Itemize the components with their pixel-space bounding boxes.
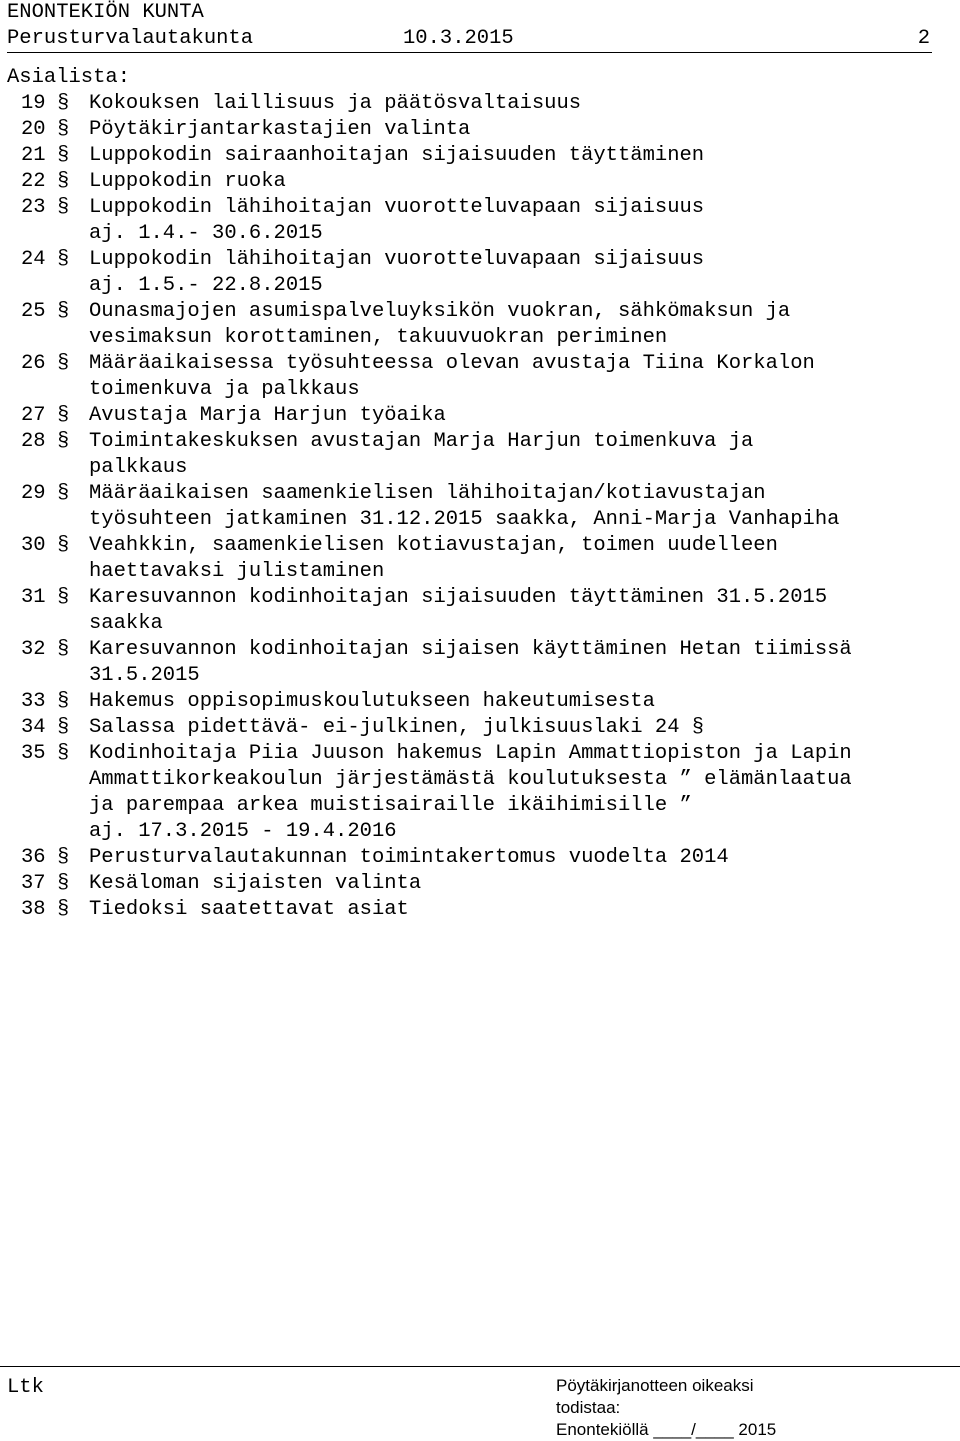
page-number: 2	[917, 27, 930, 50]
agenda-item-title: Karesuvannon kodinhoitajan sijaisen käyttäminen Hetan tiimissä	[89, 638, 852, 661]
agenda-item	[7, 195, 952, 247]
agenda-item	[7, 429, 952, 481]
agenda-item-title: Toimintakeskuksen avustajan Marja Harjun toimenkuva ja	[89, 430, 754, 453]
agenda-item	[7, 169, 952, 195]
section-sign-icon: §	[57, 482, 70, 505]
agenda-item-title: Luppokodin ruoka	[89, 170, 286, 193]
agenda-item	[7, 689, 952, 715]
section-sign-icon: §	[57, 846, 70, 869]
agenda-item-title: Luppokodin lähihoitajan vuorotteluvapaan sijaisuus	[89, 248, 705, 271]
agenda-item-continuation: aj. 1.4.- 30.6.2015	[89, 222, 323, 245]
agenda-item-number: 21	[21, 144, 46, 167]
agenda-item-number: 37	[21, 872, 46, 895]
section-sign-icon: §	[57, 534, 70, 557]
agenda-item	[7, 533, 952, 585]
section-sign-icon: §	[57, 118, 70, 141]
agenda-list	[7, 91, 952, 923]
agenda-item-title: Kesäloman sijaisten valinta	[89, 872, 422, 895]
agenda-item-number: 22	[21, 170, 46, 193]
agenda-item	[7, 845, 952, 871]
document-header	[7, 0, 932, 53]
agenda-item	[7, 351, 952, 403]
agenda-item	[7, 897, 952, 923]
agenda-title: Asialista:	[7, 66, 131, 89]
section-sign-icon: §	[57, 248, 70, 271]
agenda-item-title: Luppokodin lähihoitajan vuorotteluvapaan sijaisuus	[89, 196, 705, 219]
section-sign-icon: §	[57, 872, 70, 895]
agenda-item-number: 33	[21, 690, 46, 713]
agenda-item-title: Ounasmajojen asumispalveluyksikön vuokran, sähkömaksun ja	[89, 300, 791, 323]
section-sign-icon: §	[57, 898, 70, 921]
certification-block	[556, 1375, 776, 1441]
certification-line-1: Pöytäkirjanotteen oikeaksi	[556, 1376, 754, 1395]
agenda-item-number: 29	[21, 482, 46, 505]
agenda-item-continuation: vesimaksun korottaminen, takuuvuokran periminen	[89, 326, 668, 349]
certification-line-2: todistaa:	[556, 1398, 621, 1417]
agenda-item	[7, 143, 952, 169]
agenda-item-number: 24	[21, 248, 46, 271]
agenda-item-continuation: 31.5.2015	[89, 664, 200, 687]
document-footer	[0, 1366, 960, 1439]
agenda-item-continuation: työsuhteen jatkaminen 31.12.2015 saakka, Anni-Marja Vanhapiha	[89, 508, 840, 531]
section-sign-icon: §	[57, 716, 70, 739]
agenda-item-title: Hakemus oppisopimuskoulutukseen hakeutumisesta	[89, 690, 655, 713]
agenda-item	[7, 91, 952, 117]
agenda-item-continuation: haettavaksi julistaminen	[89, 560, 385, 583]
agenda-item	[7, 247, 952, 299]
agenda-item-title: Avustaja Marja Harjun työaika	[89, 404, 446, 427]
agenda-item-number: 19	[21, 92, 46, 115]
agenda-item	[7, 403, 952, 429]
agenda-item	[7, 299, 952, 351]
footer-ltk: Ltk	[7, 1376, 44, 1399]
agenda-item	[7, 117, 952, 143]
agenda-item-number: 20	[21, 118, 46, 141]
section-sign-icon: §	[57, 742, 70, 765]
agenda-item-number: 26	[21, 352, 46, 375]
agenda-item-continuation: aj. 17.3.2015 - 19.4.2016	[89, 820, 397, 843]
agenda-item	[7, 637, 952, 689]
agenda-item-continuation: aj. 1.5.- 22.8.2015	[89, 274, 323, 297]
board-name: Perusturvalautakunta	[7, 27, 254, 50]
section-sign-icon: §	[57, 586, 70, 609]
agenda-item-title: Pöytäkirjantarkastajien valinta	[89, 118, 471, 141]
agenda-item-number: 25	[21, 300, 46, 323]
agenda-item-continuation: palkkaus	[89, 456, 188, 479]
agenda-item-continuation: Ammattikorkeakoulun järjestämästä koulutuksesta ” elämänlaatua	[89, 768, 852, 791]
municipality-name: ENONTEKIÖN KUNTA	[7, 1, 204, 24]
agenda-item-number: 32	[21, 638, 46, 661]
agenda	[7, 65, 952, 923]
agenda-item	[7, 481, 952, 533]
header-rule-line	[7, 26, 932, 53]
meeting-date: 10.3.2015	[403, 27, 514, 50]
agenda-item-number: 28	[21, 430, 46, 453]
agenda-item-title: Määräaikaisessa työsuhteessa olevan avustaja Tiina Korkalon	[89, 352, 815, 375]
agenda-item-number: 36	[21, 846, 46, 869]
certification-line-3: Enontekiöllä ____/____ 2015	[556, 1420, 777, 1439]
agenda-item-number: 35	[21, 742, 46, 765]
section-sign-icon: §	[57, 404, 70, 427]
agenda-item-continuation: toimenkuva ja palkkaus	[89, 378, 360, 401]
agenda-item-number: 27	[21, 404, 46, 427]
agenda-item-title: Kodinhoitaja Piia Juuson hakemus Lapin Ammattiopiston ja Lapin	[89, 742, 852, 765]
section-sign-icon: §	[57, 144, 70, 167]
section-sign-icon: §	[57, 300, 70, 323]
section-sign-icon: §	[57, 638, 70, 661]
section-sign-icon: §	[57, 430, 70, 453]
agenda-item-title: Salassa pidettävä- ei-julkinen, julkisuuslaki 24 §	[89, 716, 705, 739]
agenda-item-number: 30	[21, 534, 46, 557]
agenda-item	[7, 715, 952, 741]
agenda-item	[7, 585, 952, 637]
agenda-item-number: 38	[21, 898, 46, 921]
section-sign-icon: §	[57, 170, 70, 193]
agenda-item	[7, 741, 952, 845]
agenda-item-title: Tiedoksi saatettavat asiat	[89, 898, 409, 921]
agenda-item-number: 31	[21, 586, 46, 609]
section-sign-icon: §	[57, 196, 70, 219]
section-sign-icon: §	[57, 690, 70, 713]
agenda-item	[7, 871, 952, 897]
agenda-item-number: 34	[21, 716, 46, 739]
agenda-item-number: 23	[21, 196, 46, 219]
agenda-item-continuation: saakka	[89, 612, 163, 635]
section-sign-icon: §	[57, 352, 70, 375]
agenda-item-title: Määräaikaisen saamenkielisen lähihoitajan/kotiavustajan	[89, 482, 766, 505]
agenda-item-title: Karesuvannon kodinhoitajan sijaisuuden täyttäminen 31.5.2015	[89, 586, 828, 609]
agenda-item-title: Kokouksen laillisuus ja päätösvaltaisuus	[89, 92, 582, 115]
agenda-item-title: Veahkkin, saamenkielisen kotiavustajan, toimen uudelleen	[89, 534, 778, 557]
agenda-item-title: Luppokodin sairaanhoitajan sijaisuuden täyttäminen	[89, 144, 705, 167]
agenda-item-title: Perusturvalautakunnan toimintakertomus vuodelta 2014	[89, 846, 729, 869]
section-sign-icon: §	[57, 92, 70, 115]
agenda-item-continuation: ja parempaa arkea muistisairaille ikäihimisille ”	[89, 794, 692, 817]
